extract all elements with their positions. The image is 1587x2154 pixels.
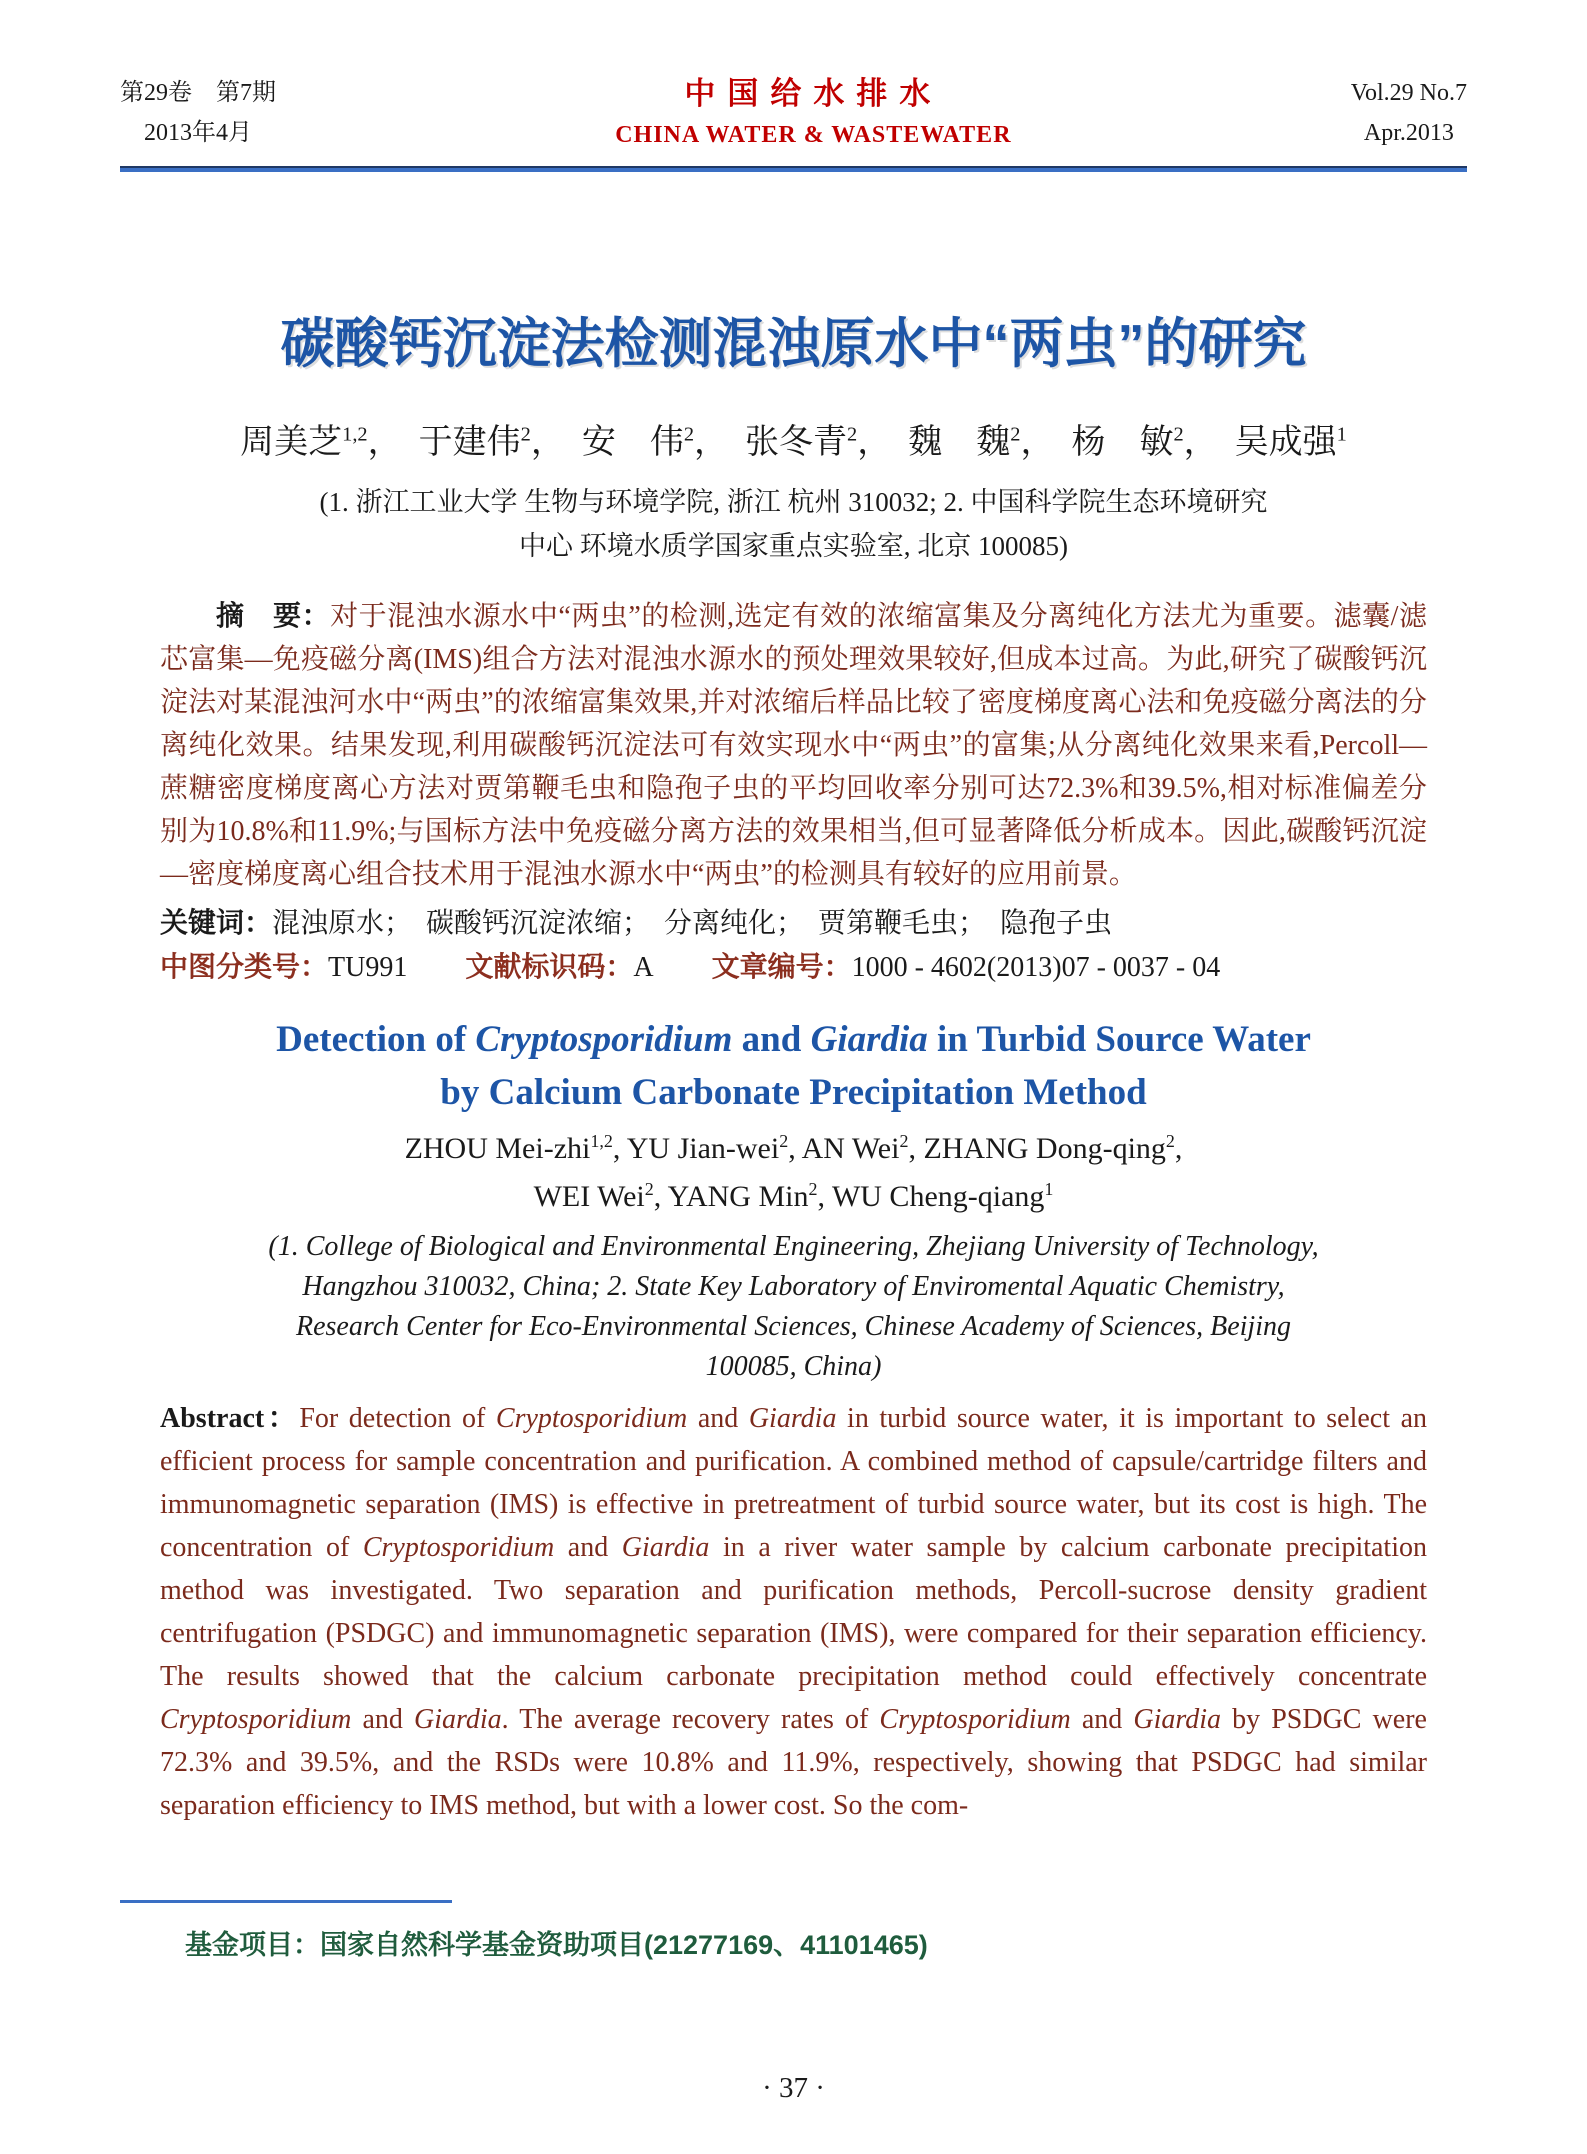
clc-label: 中图分类号：: [160, 951, 329, 982]
abstract-cn-text: 对于混浊水源水中“两虫”的检测,选定有效的浓缩富集及分离纯化方法尤为重要。滤囊/滤芯富集—免疫磁分离(IMS)组合方法对混浊水源水的预处理效果较好,但成本过高。为此,研究了碳酸钙沉淀法对某混浊河水中“两虫”的浓缩富集效果,并对浓缩后样品比较了密度梯度离心法和免疫磁分离法的分离纯化效果。结果发现,利用碳酸钙沉淀法可有效实现水中“两虫”的富集;从分离纯化效果来看,Percoll—蔗糖密度梯度离心方法对贾第鞭毛虫和隐孢子虫的平均回收率分别可达72.3%和39.5%,相对标准偏差分别为10.8%和11.9%;与国标方法中免疫磁分离方法的效果相当,但可显著降低分析成本。因此,碳酸钙沉淀—密度梯度离心组合技术用于混浊水源水中“两虫”的检测具有较好的应用前景。: [160, 601, 1427, 890]
affiliation-en-line4: 100085, China): [705, 1351, 882, 1382]
affiliation-cn: [120, 480, 1467, 568]
header-volume-issue-cn: [120, 73, 276, 153]
journal-name-cn: 中国给水排水: [684, 76, 943, 111]
date-cn: 2013年4月: [144, 120, 252, 146]
article-id-value: 1000 - 4602(2013)07 - 0037 - 04: [851, 952, 1221, 983]
journal-header: [120, 0, 1467, 154]
clc-value: TU991: [328, 952, 408, 983]
doc-code-label: 文献标识码：: [465, 951, 634, 982]
abstract-en-label: Abstract：: [160, 1403, 300, 1434]
abstract-cn: [160, 594, 1427, 896]
page-number: · 37 ·: [762, 2072, 825, 2104]
affiliation-en-line2: Hangzhou 310032, China; 2. State Key Laboratory of Enviromental Aquatic Chemistry,: [302, 1271, 1285, 1302]
article-title-en: [120, 1013, 1467, 1119]
affiliation-en-line3: Research Center for Eco-Environmental Sciences, Chinese Academy of Sciences, Beijing: [296, 1311, 1291, 1342]
volume-issue-cn: 第29卷 第7期: [120, 80, 276, 106]
authors-en: [120, 1125, 1467, 1221]
keywords-text: 混浊原水； 碳酸钙沉淀浓缩； 分离纯化； 贾第鞭毛虫； 隐孢子虫: [272, 908, 1113, 939]
article-title-en-line1: Detection of Cryptosporidium and Giardia in Turbid Source Water: [276, 1019, 1311, 1060]
journal-name-en: CHINA WATER & WASTEWATER: [615, 122, 1012, 148]
fund-project: [185, 1927, 1467, 1963]
article-title-cn: 碳酸钙沉淀法检测混浊原水中“两虫”的研究: [280, 314, 1307, 374]
header-rule: [120, 166, 1467, 172]
header-journal-name: [615, 72, 1011, 154]
abstract-en-text: For detection of Cryptosporidium and Giardia in turbid source water, it is important to select an efficient process for sample concentration and purification. A combined method of capsule/cartridge filters and immunomagnetic separation (IMS) is effective in pretreatment of turbid source water, but its cost is high. The concentration of Cryptosporidium and Giardia in a river water sample by calcium carbonate precipitation method was investigated. Two separation and purification methods, Percoll-sucrose density gradient centrifugation (PSDGC) and immunomagnetic separation (IMS), were compared for their separation efficiency. The results showed that the calcium carbonate precipitation method could effectively concentrate Cryptosporidium and Giardia. The average recovery rates of Cryptosporidium and Giardia by PSDGC were 72.3% and 39.5%, and the RSDs were 10.8% and 11.9%, respectively, showing that PSDGC had similar separation efficiency to IMS method, but with a lower cost. So the com-: [160, 1403, 1427, 1821]
article-title-en-line2: by Calcium Carbonate Precipitation Method: [440, 1072, 1147, 1113]
footnote: [120, 1900, 1467, 1963]
fund-project-text: 国家自然科学基金资助项目(21277169、41101465): [320, 1930, 928, 1960]
doc-code-value: A: [633, 952, 654, 983]
keywords-label: 关键词：: [160, 907, 273, 938]
footnote-rule: [120, 1900, 452, 1903]
volume-issue-en: Vol.29 No.7: [1350, 80, 1467, 106]
affiliation-cn-line2: 中心 环境水质学国家重点实验室, 北京 100085): [519, 531, 1068, 561]
affiliation-en: [120, 1227, 1467, 1387]
authors-cn: 周美芝$^{1,2}$， 于建伟$^2$， 安 伟$^2$， 张冬青$^2$， 魏 魏$^2$， 杨 敏$^2$， 吴成强$^1$: [240, 423, 1347, 461]
affiliation-en-line1: (1. College of Biological and Environmental Engineering, Zhejiang University of Technology,: [268, 1231, 1319, 1262]
abstract-en: [160, 1397, 1427, 1827]
header-volume-issue-en: [1351, 73, 1467, 153]
fund-project-label: 基金项目：: [185, 1930, 320, 1960]
date-en: Apr.2013: [1363, 120, 1454, 146]
abstract-cn-label: 摘 要：: [216, 600, 331, 631]
keywords-cn: [160, 901, 1427, 945]
authors-en-line1: ZHOU Mei-zhi$^{1,2}$, YU Jian-wei$^2$, AN Wei$^2$, ZHANG Dong-qing$^2$,: [404, 1131, 1183, 1165]
authors-en-line2: WEI Wei$^2$, YANG Min$^2$, WU Cheng-qiang$^1$: [533, 1179, 1054, 1213]
classification-line: [160, 945, 1427, 989]
affiliation-cn-line1: (1. 浙江工业大学 生物与环境学院, 浙江 杭州 310032; 2. 中国科学院生态环境研究: [319, 487, 1268, 517]
article-id-label: 文章编号：: [711, 951, 852, 982]
